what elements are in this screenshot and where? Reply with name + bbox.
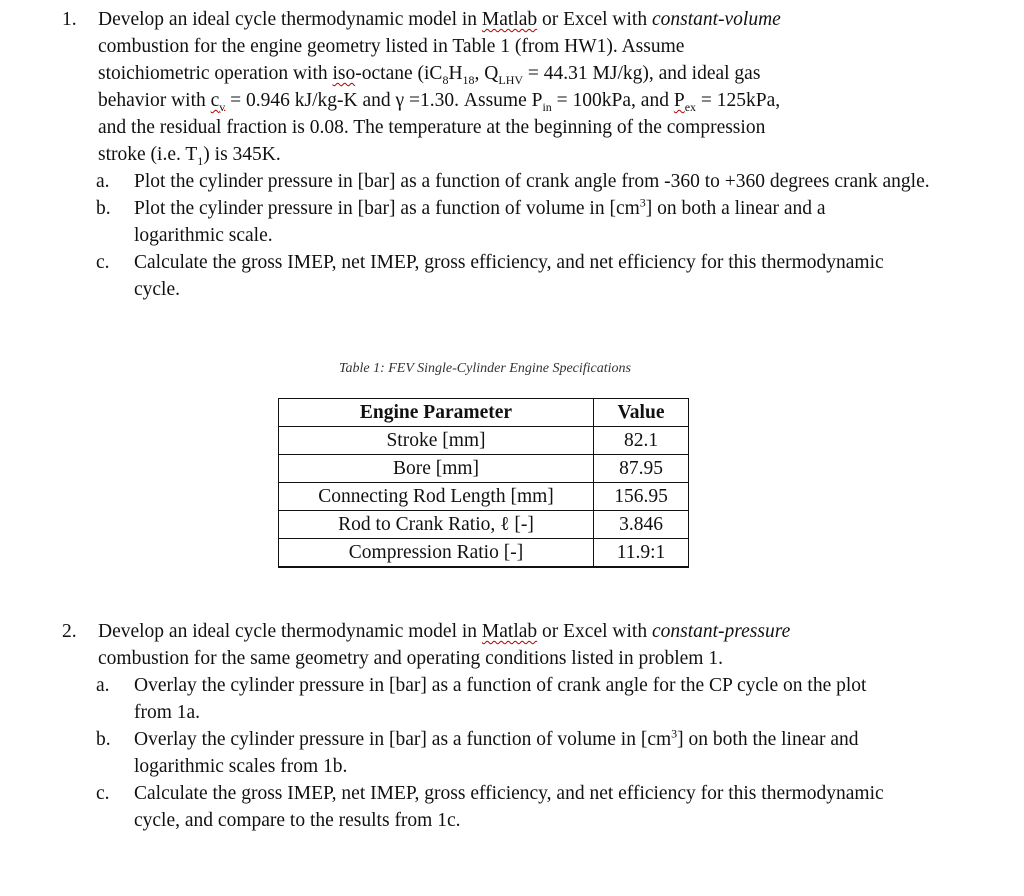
subscript: ex bbox=[684, 99, 697, 114]
iso-word: iso bbox=[332, 63, 356, 84]
p1-text: H bbox=[448, 63, 463, 84]
constant-pressure-term: constant-pressure bbox=[651, 621, 791, 642]
cell-value: 11.9:1 bbox=[594, 539, 689, 568]
problem-1c bbox=[96, 249, 934, 303]
cell-param: Bore [mm] bbox=[279, 455, 594, 483]
problem-2c bbox=[96, 780, 914, 834]
cell-value: 3.846 bbox=[594, 511, 689, 539]
subscript: v bbox=[219, 99, 226, 114]
p1-text: or Excel with bbox=[537, 9, 652, 30]
p1-text: = 125kPa, bbox=[696, 90, 781, 111]
p1-text: = 100kPa, and bbox=[551, 90, 674, 111]
problem-2-statement bbox=[98, 618, 1002, 672]
engine-spec-table bbox=[278, 398, 689, 568]
subscript: 18 bbox=[462, 72, 475, 87]
problem-2 bbox=[62, 618, 1002, 834]
problem-2-number: 2. bbox=[62, 621, 77, 642]
cell-value: 82.1 bbox=[594, 427, 689, 455]
p1-text: , Q bbox=[474, 63, 499, 84]
subscript: in bbox=[542, 99, 552, 114]
problem-1b bbox=[96, 195, 894, 249]
subitem-letter: c. bbox=[96, 252, 110, 273]
table-row bbox=[279, 539, 689, 568]
subitem-text: Overlay the cylinder pressure in [bar] as a function of crank angle for the CP cycle on the plot from 1a. bbox=[134, 675, 867, 723]
p1-text: combustion for the engine geometry listed in Table 1 (from HW1). Assume bbox=[98, 36, 685, 57]
table-row bbox=[279, 483, 689, 511]
p1-text: and the residual fraction is 0.08. The temperature at the beginning of the compression bbox=[98, 117, 766, 138]
problem-1-number: 1. bbox=[62, 9, 77, 30]
problem-1a bbox=[96, 168, 934, 195]
problem-1-statement bbox=[98, 6, 1002, 168]
matlab-word: Matlab bbox=[481, 9, 538, 30]
subitem-text: ] on both the linear and logarithmic scales from 1b. bbox=[134, 729, 859, 777]
p2-text: combustion for the same geometry and operating conditions listed in problem 1. bbox=[98, 648, 723, 669]
table-row bbox=[279, 455, 689, 483]
cell-param: Compression Ratio [-] bbox=[279, 539, 594, 568]
cell-param: Rod to Crank Ratio, ℓ [-] bbox=[279, 511, 594, 539]
table-row bbox=[279, 511, 689, 539]
cv-letter: c bbox=[210, 90, 220, 111]
cell-value: 87.95 bbox=[594, 455, 689, 483]
problem-1 bbox=[62, 6, 1002, 303]
cv-symbol bbox=[210, 90, 226, 114]
subitem-text: Plot the cylinder pressure in [bar] as a function of volume in [cm bbox=[134, 198, 640, 219]
p1-text: = 0.946 kJ/kg-K and γ =1.30. Assume P bbox=[225, 90, 543, 111]
p1-text: Develop an ideal cycle thermodynamic model in bbox=[98, 9, 482, 30]
p1-text: ) is 345K. bbox=[203, 144, 281, 165]
constant-volume-term: constant-volume bbox=[651, 9, 781, 30]
subscript: LHV bbox=[498, 72, 524, 87]
header-value: Value bbox=[594, 399, 689, 427]
header-param: Engine Parameter bbox=[279, 399, 594, 427]
superscript: 3 bbox=[639, 195, 646, 210]
superscript: 3 bbox=[671, 726, 678, 741]
subitem-letter: a. bbox=[96, 675, 110, 696]
subitem-text: Overlay the cylinder pressure in [bar] as a function of volume in [cm bbox=[134, 729, 672, 750]
pex-symbol bbox=[673, 90, 697, 114]
subitem-text: Calculate the gross IMEP, net IMEP, gross efficiency, and net efficiency for this thermodynamic cycle, and compare to the results from 1c. bbox=[134, 783, 884, 831]
problem-2a bbox=[96, 672, 874, 726]
table-header-row bbox=[279, 399, 689, 427]
subscript: 8 bbox=[442, 72, 449, 87]
subitem-letter: a. bbox=[96, 171, 110, 192]
table-caption: Table 1: FEV Single-Cylinder Engine Specifications bbox=[338, 361, 631, 376]
cell-value: 156.95 bbox=[594, 483, 689, 511]
cell-param: Stroke [mm] bbox=[279, 427, 594, 455]
table-row bbox=[279, 427, 689, 455]
p1-text: stoichiometric operation with bbox=[98, 63, 333, 84]
p1-text: behavior with bbox=[98, 90, 211, 111]
p1-text: -octane (iC bbox=[355, 63, 443, 84]
p-letter: P bbox=[673, 90, 685, 111]
p2-text: Develop an ideal cycle thermodynamic model in bbox=[98, 621, 482, 642]
subitem-text: Plot the cylinder pressure in [bar] as a function of crank angle from -360 to +360 degrees crank angle. bbox=[134, 171, 930, 192]
p2-text: or Excel with bbox=[537, 621, 652, 642]
subitem-letter: b. bbox=[96, 729, 111, 750]
subitem-text: Calculate the gross IMEP, net IMEP, gross efficiency, and net efficiency for this thermodynamic cycle. bbox=[134, 252, 884, 300]
p1-text: stroke (i.e. T bbox=[98, 144, 198, 165]
subscript: 1 bbox=[197, 153, 204, 168]
cell-param: Connecting Rod Length [mm] bbox=[279, 483, 594, 511]
subitem-text: ] on both a linear and a logarithmic scale. bbox=[134, 198, 826, 246]
matlab-word: Matlab bbox=[481, 621, 538, 642]
p1-text: = 44.31 MJ/kg), and ideal gas bbox=[523, 63, 761, 84]
problem-2b bbox=[96, 726, 934, 780]
subitem-letter: b. bbox=[96, 198, 111, 219]
subitem-letter: c. bbox=[96, 783, 110, 804]
